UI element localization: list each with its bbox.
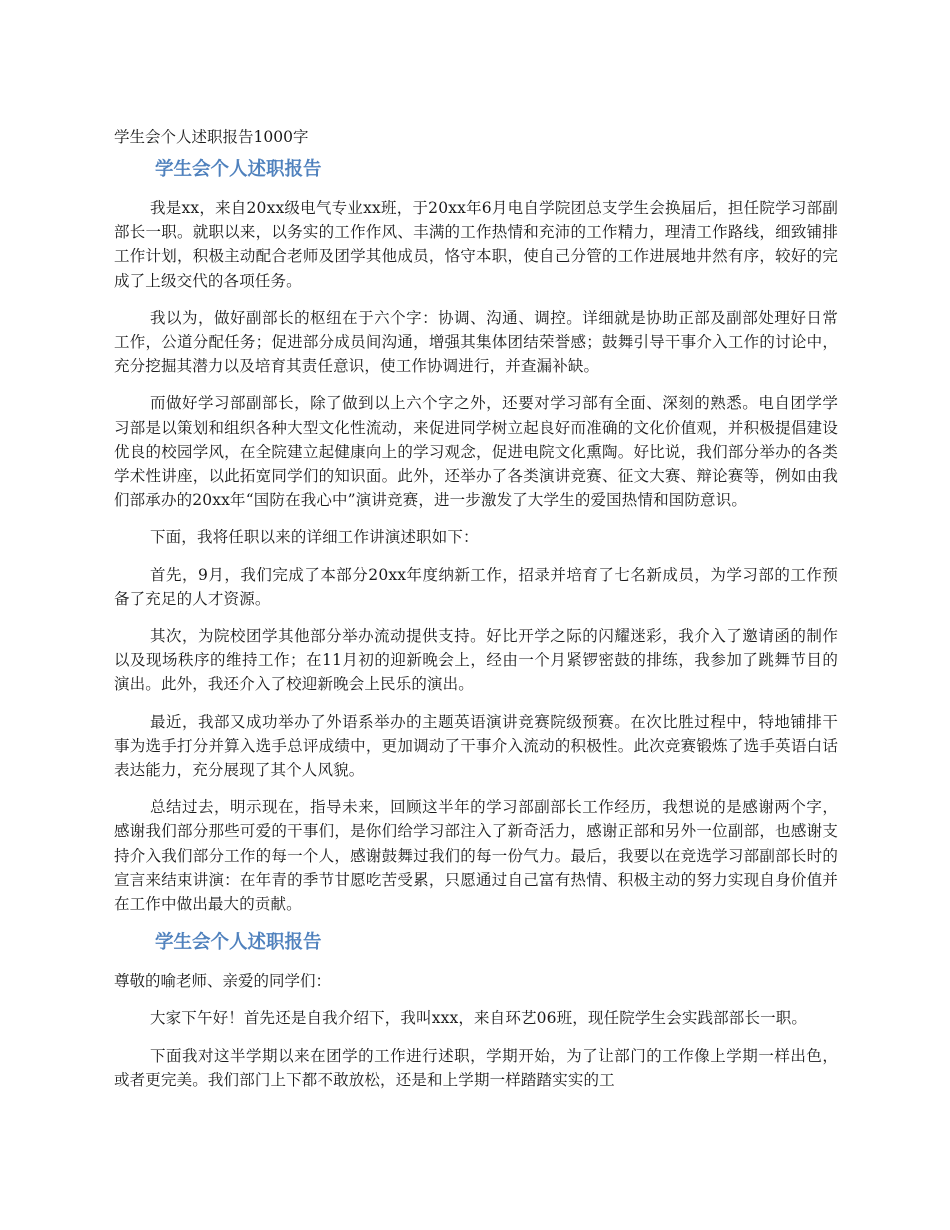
- paragraph: 我是xx，来自20xx级电气专业xx班，于20xx年6月电自学院团总支学生会换届后，担任院学习部副部长一职。就职以来，以务实的工作作风、丰满的工作热情和充沛的工作精力，理清工作路线，细致铺排工作计划，积极主动配合老师及团学其他成员，恪守本职，使自己分管的工作进展地井然有序，较好的完成了上级交代的各项任务。: [114, 199, 838, 290]
- paragraph: 大家下午好！首先还是自我介绍下，我叫xxx，来自环艺06班，现任院学生会实践部部长一职。: [150, 1009, 808, 1028]
- salutation: 尊敬的喻老师、亲爱的同学们：: [114, 972, 332, 991]
- section-heading-2: 学生会个人述职报告: [155, 932, 322, 954]
- paragraph: 最近，我部又成功举办了外语系举办的主题英语演讲竞赛院级预赛。在次比胜过程中，特地铺排干事为选手打分并算入选手总评成绩中，更加调动了干事介入流动的积极性。此次竞赛锻炼了选手英语白话表达能力，充分展现了其个人风貌。: [114, 712, 838, 780]
- section-heading-1: 学生会个人述职报告: [155, 159, 322, 180]
- document-page: [114, 124, 838, 1105]
- paragraph: 其次，为院校团学其他部分举办流动提供支持。好比开学之际的闪耀迷彩，我介入了邀请函的制作以及现场秩序的维持工作；在11月初的迎新晚会上，经由一个月紧锣密鼓的排练，我参加了跳舞节目的演出。此外，我还介入了校迎新晚会上民乐的演出。: [114, 627, 838, 694]
- paragraph: 我以为，做好副部长的枢纽在于六个字：协调、沟通、调控。详细就是协助正部及副部处理好日常工作，公道分配任务；促进部分成员间沟通，增强其集体团结荣誉感；鼓舞引导干事介入工作的讨论中，充分挖掘其潜力以及培育其责任意识，使工作协调进行，并查漏补缺。: [114, 308, 838, 376]
- paragraph: 总结过去，明示现在，指导未来，回顾这半年的学习部副部长工作经历，我想说的是感谢两个字，感谢我们部分那些可爱的干事们，是你们给学习部注入了新奇活力，感谢正部和另外一位副部，也感谢支持介入我们部分工作的每一个人，感谢鼓舞过我们的每一份气力。最后，我要以在竞选学习部副部长时的宣言来结束讲演：在年青的季节甘愿吃苦受累，只愿通过自己富有热情、积极主动的努力实现自身价值并在工作中做出最大的贡献。: [114, 798, 838, 914]
- paragraph: 下面我对这半学期以来在团学的工作进行述职，学期开始，为了让部门的工作像上学期一样出色，或者更完美。我们部门上下都不敢放松，还是和上学期一样踏踏实实的工: [114, 1046, 838, 1089]
- paragraph: 下面，我将任职以来的详细工作讲演述职如下：: [150, 528, 479, 547]
- document-title: 学生会个人述职报告1000字: [114, 128, 309, 146]
- paragraph: 首先，9月，我们完成了本部分20xx年度纳新工作，招录并培育了七名新成员，为学习部的工作预备了充足的人才资源。: [114, 565, 838, 608]
- paragraph: 而做好学习部副部长，除了做到以上六个字之外，还要对学习部有全面、深刻的熟悉。电自团学学习部是以策划和组织各种大型文化性流动，来促进同学树立起良好而准确的文化价值观，并积极提倡建设优良的校园学风，在全院建立起健康向上的学习观念，促进电院文化熏陶。好比说，我们部分举办的各类学术性讲座，以此拓宽同学们的知识面。此外，还举办了各类演讲竞赛、征文大赛、辩论赛等，例如由我们部承办的20xx年“国防在我心中”演讲竞赛，进一步激发了大学生的爱国热情和国防意识。: [114, 394, 838, 510]
